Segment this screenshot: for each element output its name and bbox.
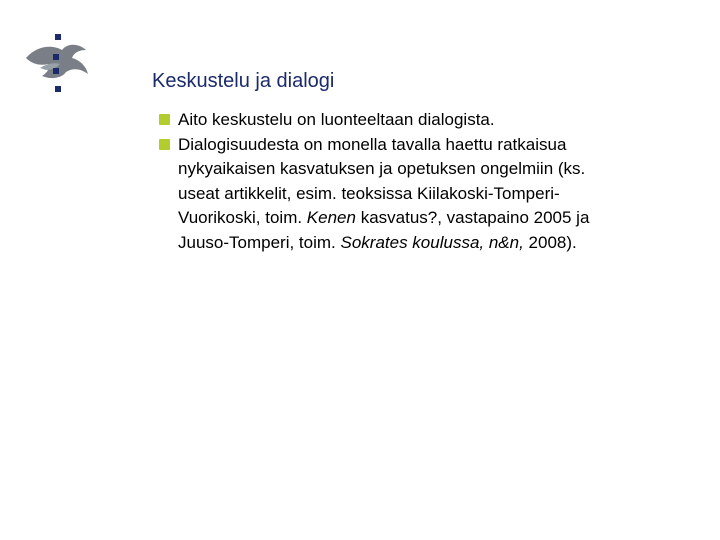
bullet-line — [178, 206, 698, 231]
bullet-item — [158, 133, 698, 256]
bullet-line — [178, 133, 698, 158]
bullet-text: Aito keskustelu on luonteeltaan dialogista. — [178, 110, 495, 129]
bullet-text: useat artikkelit, esim. teoksissa Kiilakoski-Tomperi- — [178, 183, 560, 203]
university-flame-logo-icon — [22, 28, 92, 98]
bullet-line — [178, 108, 698, 133]
italic-title-text: Kenen — [306, 208, 356, 227]
bullet-text: Juuso-Tomperi, toim. — [178, 232, 341, 252]
bullet-square-icon — [159, 114, 170, 125]
bullet-line — [178, 182, 698, 207]
bullet-text: kasvatus?, vastapaino 2005 ja — [355, 208, 590, 227]
bullet-text: 2008). — [523, 232, 577, 252]
bullet-text: nykyaikaisen kasvatuksen ja opetuksen ongelmiin (ks. — [178, 159, 586, 178]
bullet-line — [178, 231, 698, 256]
slide-title: Keskustelu ja dialogi — [152, 70, 335, 92]
bullet-line — [178, 157, 698, 182]
bullet-square-icon — [159, 139, 170, 150]
bullet-text: Dialogisuudesta on monella tavalla haettu ratkaisua — [178, 134, 567, 154]
bullet-item — [158, 108, 698, 133]
bullet-list — [158, 108, 698, 255]
bullet-text: Vuorikoski, toim. — [178, 208, 307, 227]
italic-title-text: Sokrates koulussa, n&n, — [340, 232, 524, 252]
